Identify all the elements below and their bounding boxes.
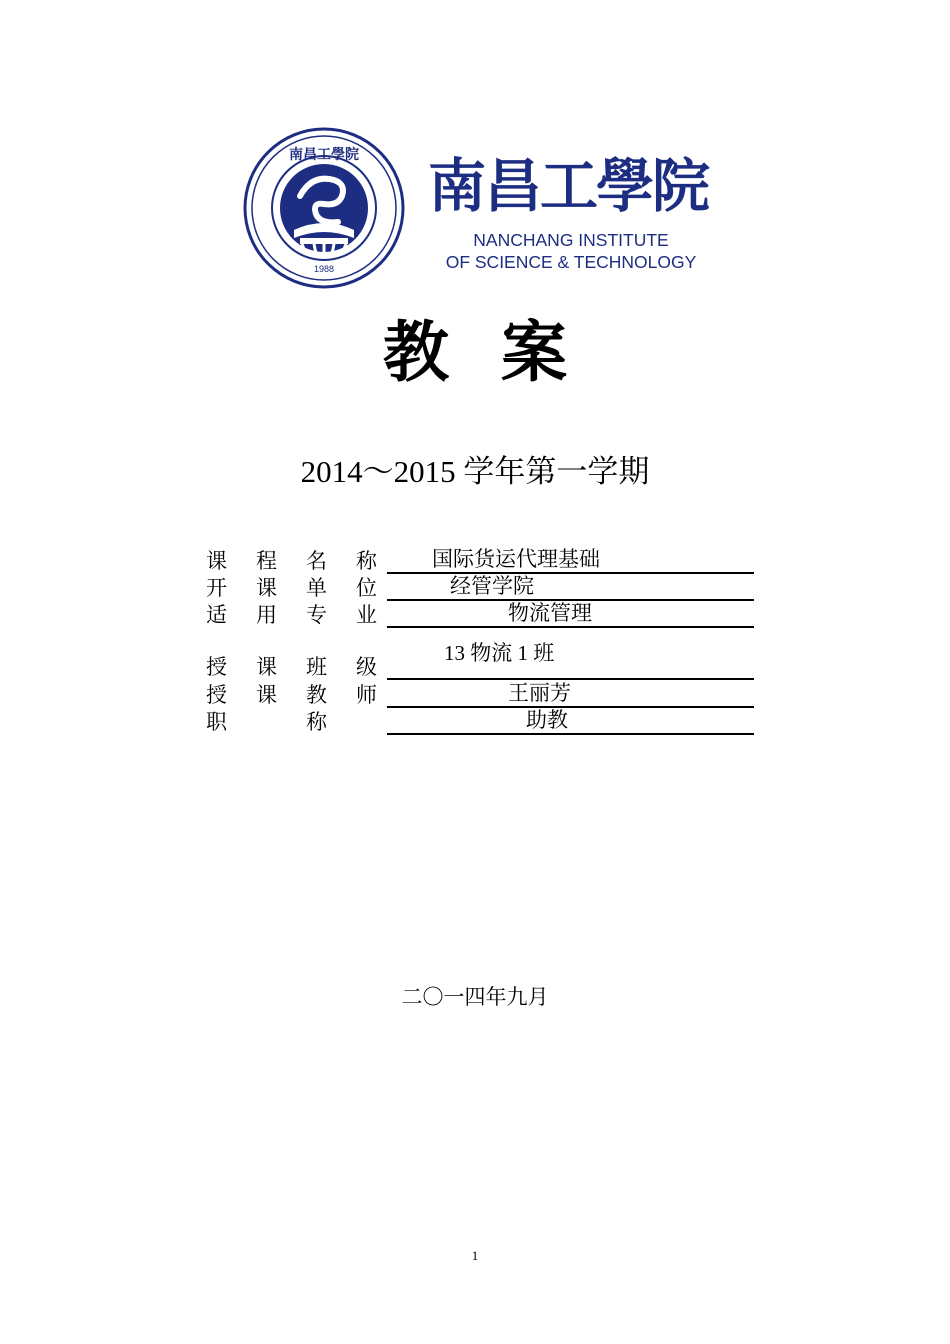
info-label-char: 业 bbox=[356, 603, 377, 627]
info-label-char: 用 bbox=[256, 603, 277, 627]
info-label bbox=[206, 682, 386, 708]
info-label-char: 位 bbox=[356, 576, 377, 600]
logo-name-english-line2: OF SCIENCE & TECHNOLOGY bbox=[445, 252, 697, 272]
info-label bbox=[206, 602, 386, 628]
info-label-char: 单 bbox=[306, 576, 327, 600]
info-row bbox=[206, 573, 754, 601]
info-label-char: 级 bbox=[356, 655, 377, 679]
info-value: 物流管理 bbox=[508, 601, 592, 625]
info-row bbox=[206, 600, 754, 628]
info-label-char: 授 bbox=[206, 683, 227, 707]
info-underline bbox=[387, 626, 754, 628]
info-label bbox=[206, 709, 386, 735]
info-label-char: 职 bbox=[206, 710, 227, 734]
info-label bbox=[206, 654, 386, 680]
info-value: 助教 bbox=[526, 708, 568, 732]
seal-top-text: 南昌工學院 bbox=[289, 147, 359, 163]
info-label-char: 课 bbox=[256, 683, 277, 707]
info-row bbox=[206, 641, 754, 680]
seal-year: 1988 bbox=[313, 264, 335, 274]
info-label-char: 课 bbox=[256, 655, 277, 679]
info-label-char: 名 bbox=[306, 549, 327, 573]
page-number: 1 bbox=[471, 1248, 479, 1263]
document-date: 二〇一四年九月 bbox=[401, 985, 549, 1009]
info-label-char: 师 bbox=[356, 683, 377, 707]
info-label-char: 开 bbox=[206, 576, 227, 600]
info-row bbox=[206, 707, 754, 735]
logo-name-chinese: 南昌工學院 bbox=[428, 152, 709, 220]
info-label-char: 适 bbox=[206, 603, 227, 627]
info-value: 王丽芳 bbox=[508, 681, 571, 705]
info-label-char: 称 bbox=[306, 710, 327, 734]
document-title: 教案 bbox=[383, 313, 619, 391]
info-value: 经管学院 bbox=[450, 574, 534, 598]
info-label-char: 教 bbox=[306, 683, 327, 707]
info-row bbox=[206, 680, 754, 708]
info-label-char: 班 bbox=[306, 655, 327, 679]
info-label-char: 课 bbox=[256, 576, 277, 600]
info-label-char: 专 bbox=[306, 603, 327, 627]
academic-term: 2014～2015 学年第一学期 bbox=[300, 454, 650, 489]
info-value: 13 物流 1 班 bbox=[444, 641, 555, 665]
info-label-char: 称 bbox=[356, 549, 377, 573]
info-label-char: 授 bbox=[206, 655, 227, 679]
school-seal-icon bbox=[242, 126, 406, 290]
info-row bbox=[206, 546, 754, 574]
info-underline bbox=[387, 733, 754, 735]
school-logo bbox=[238, 124, 712, 290]
info-value: 国际货运代理基础 bbox=[432, 547, 600, 571]
info-label-char: 课 bbox=[206, 549, 227, 573]
info-label bbox=[206, 575, 386, 601]
info-label-char: 程 bbox=[256, 549, 277, 573]
info-label bbox=[206, 548, 386, 574]
logo-name-english-line1: NANCHANG INSTITUTE bbox=[473, 230, 669, 250]
